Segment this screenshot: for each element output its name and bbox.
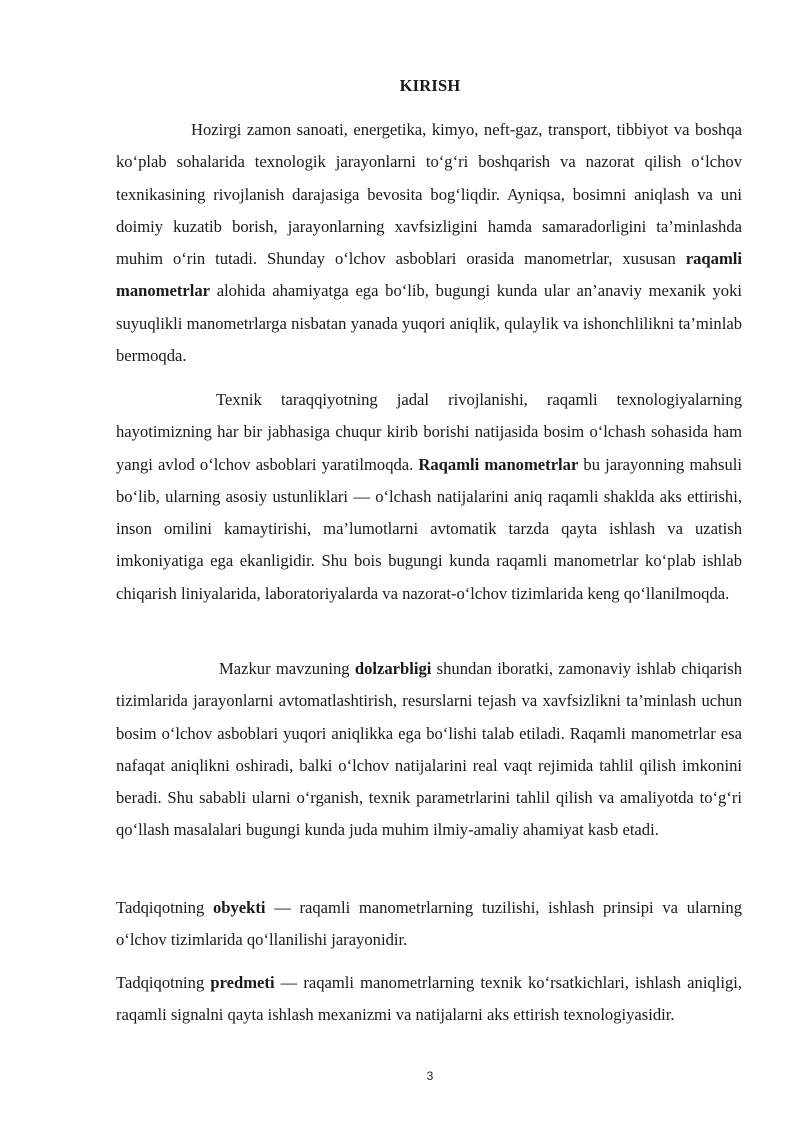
paragraph-text: Tadqiqotning — [116, 973, 211, 992]
paragraph-text: alohida ahamiyatga ega bo‘lib, bugungi kunda ular an’anaviy mexanik yoki suyuqlikli manometrlarga nisbatan yanada yuqori aniqlik, qulaylik va ishonchlilikni ta’minlab bermoqda. — [116, 281, 742, 366]
paragraph-text: bu jarayonning mahsuli bo‘lib, ularning asosiy ustunliklari — o‘lchash natijalarini aniq raqamli shaklda aks ettirishi, inson omilini kamaytirishi, ma’lumotlarni avtomatik tarzda qayta ishlash va uzatish imkoniyatiga ega ekanligidir. Shu bois bugungi kunda raqamli manometrlar ko‘plab ishlab chiqarish liniyalarida, laboratoriyalarda va nazorat-o‘lchov tizimlarida keng qo‘llanilmoqda. — [116, 454, 742, 603]
paragraph-relevance — [116, 653, 742, 847]
bold-term: predmeti — [210, 973, 275, 992]
paragraph-text: Mazkur mavzuning — [219, 659, 355, 678]
paragraph-intro — [116, 114, 742, 372]
bold-term: Raqamli manometrlar — [418, 454, 579, 474]
paragraph-text: Texnik taraqqiyotning jadal rivojlanishi, raqamli texnologiyalarning hayotimizning har bir jabhasiga chuqur kirib borishi natijasida bosim o‘lchash sohasida ham yangi avlod o‘lchov asboblari yaratilmoqda. — [116, 390, 742, 474]
paragraph-progress — [116, 384, 742, 610]
paragraph-text: Hozirgi zamon sanoati, energetika, kimyo, neft-gaz, transport, tibbiyot va boshqa ko‘plab sohalarida texnologik jarayonlarni to‘g‘ri boshqarish va nazorat qilish o‘lchov texnikasining rivojlanish darajasiga bevosita bog‘liqdir. Ayniqsa, bosimni aniqlash va uni doimiy kuzatib borish, jarayonlarning xavfsizligini hamda samaradorligini ta’minlashda muhim o‘rin tutadi. Shunday o‘lchov asboblari orasida manometrlar, xususan — [116, 120, 742, 269]
bold-term: dolzarbligi — [354, 659, 432, 678]
paragraph-text: — raqamli manometrlarning texnik ko‘rsatkichlari, ishlash aniqligi, raqamli signalni qayta ishlash mexanizmi va natijalarni aks ettirish texnologiyasidir. — [116, 973, 742, 1025]
paragraph-object — [116, 892, 742, 957]
bold-term: raqamli manometrlar — [116, 249, 742, 301]
paragraph-text: — raqamli manometrlarning tuzilishi, ishlash prinsipi va ularning o‘lchov tizimlarida qo‘llanilishi jarayonidir. — [116, 898, 742, 950]
paragraph-text: Tadqiqotning — [116, 898, 213, 917]
paragraph-subject — [116, 967, 742, 1032]
page-number: 3 — [426, 1069, 434, 1083]
section-heading: KIRISH — [399, 76, 461, 95]
paragraph-text: shundan iboratki, zamonaviy ishlab chiqarish tizimlarida jarayonlarni avtomatlashtirish, resurslarni tejash va xavfsizlikni ta’minlash uchun bosim o‘lchov asboblari yuqori aniqlikka ega bo‘lishi talab etiladi. Raqamli manometrlar esa nafaqat aniqlikni oshiradi, balki o‘lchov natijalarini real vaqt rejimida tahlil qilish imkonini beradi. Shu sababli ularni o‘rganish, texnik parametrlarini tahlil qilish va amaliyotda to‘g‘ri qo‘llash masalalari bugungi kunda juda muhim ilmiy-amaliy ahamiyat kasb etadi. — [116, 659, 742, 840]
bold-term: obyekti — [212, 898, 266, 917]
